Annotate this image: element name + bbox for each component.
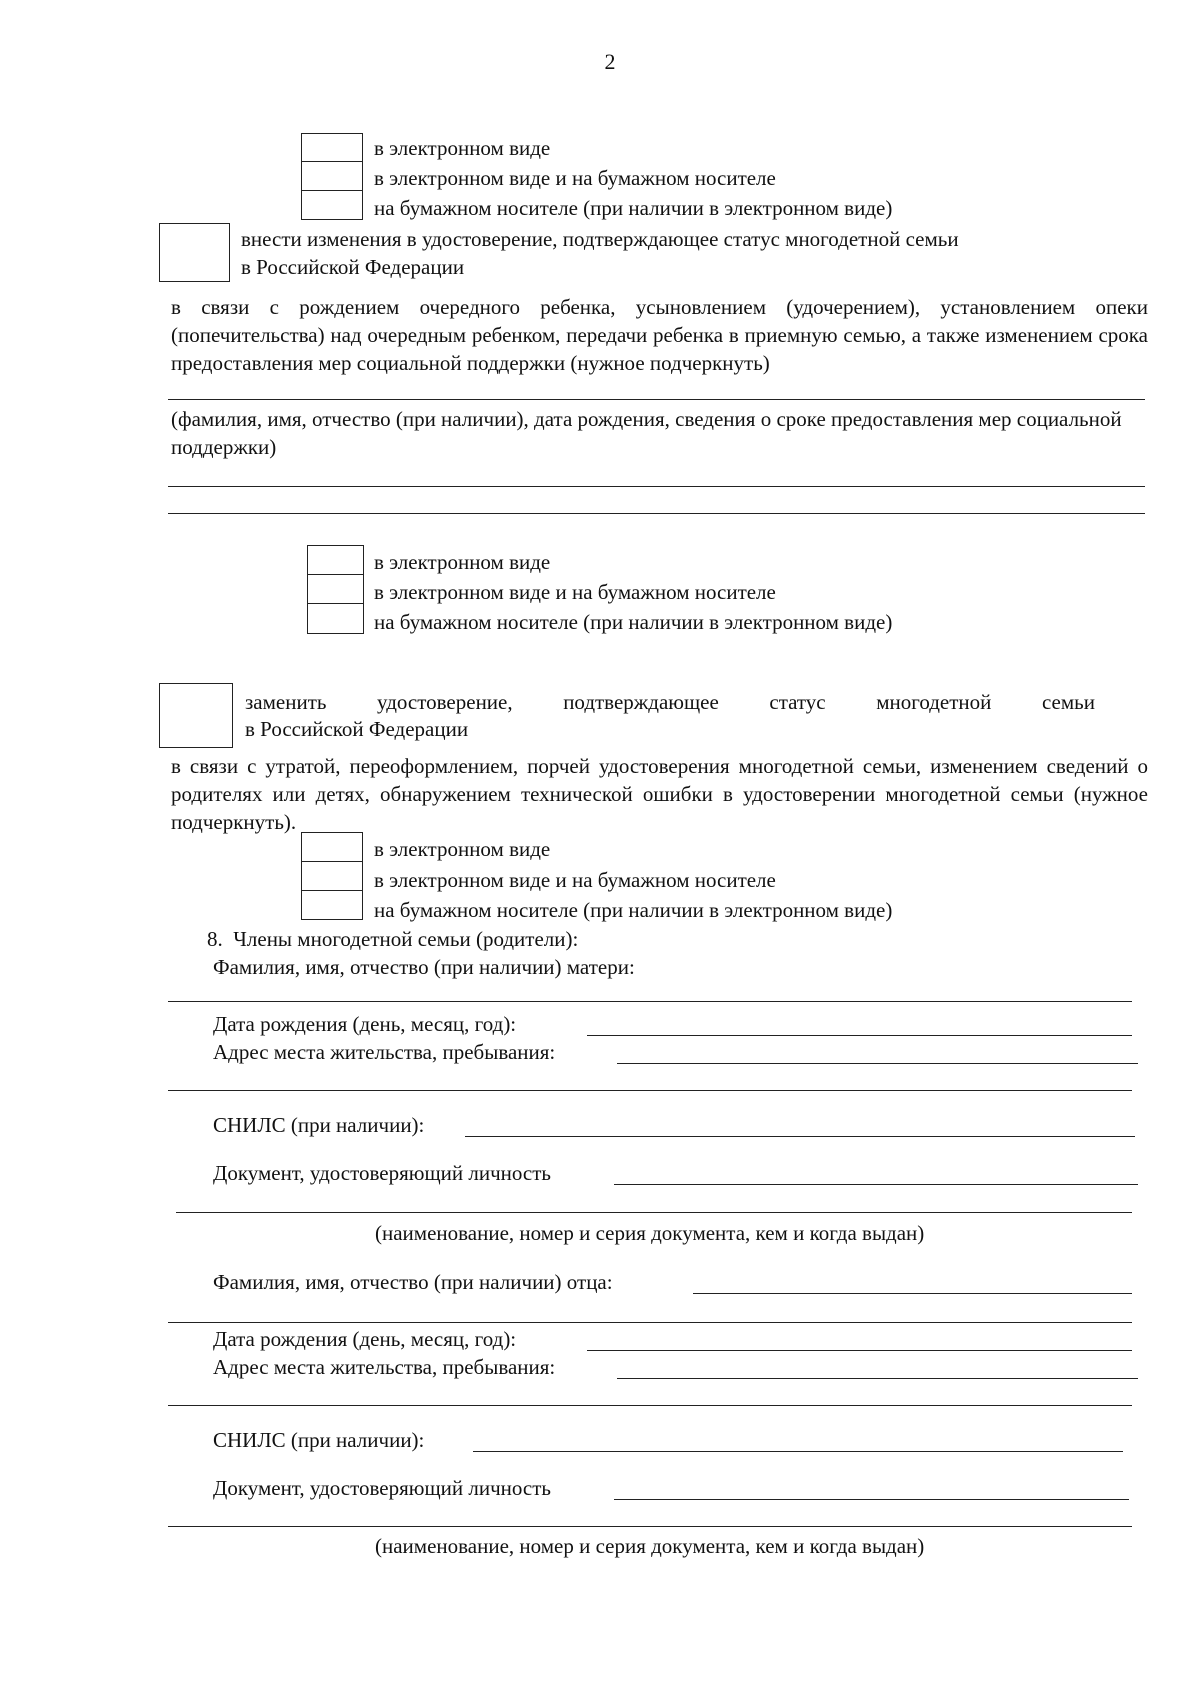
mother-snils-field[interactable] [465, 1136, 1135, 1137]
replace-reason-text: в связи с утратой, переоформлением, порчей удостоверения многодетной семьи, изменением сведений о родителях или детях, обнаружением технической ошибки в удостоверении многодетной семьи (нужное подчеркнуть). [171, 754, 1148, 834]
mother-address-label: Адрес места жительства, пребывания: [213, 1040, 556, 1064]
checkbox-paper[interactable] [307, 603, 364, 634]
mother-id-document-field[interactable] [614, 1184, 1138, 1185]
option-label-paper: на бумажном носителе (при наличии в электронном виде) [374, 610, 893, 634]
father-snils-field[interactable] [473, 1451, 1123, 1452]
replace-option-label-line2: в Российской Федерации [245, 717, 469, 741]
amend-reason-text: в связи с рождением очередного ребенка, усыновлением (удочерением), установлением опеки (попечительства) над очередным ребенком, передачи ребенка в приемную семью, а также изменением срока предоставления мер социальной поддержки (нужное подчеркнуть) [171, 295, 1148, 375]
father-name-label: Фамилия, имя, отчество (при наличии) отца: [213, 1270, 613, 1294]
section-number: 8. [207, 927, 223, 951]
replace-word: подтверждающее [563, 690, 719, 714]
mother-id-document-label: Документ, удостоверяющий личность [213, 1161, 551, 1185]
mother-id-document-field-line-2[interactable] [176, 1212, 1132, 1213]
option-label-paper: на бумажном носителе (при наличии в электронном виде) [374, 196, 893, 220]
replace-word: удостоверение, [377, 690, 513, 714]
amend-fill-line-2[interactable] [168, 486, 1145, 487]
father-id-document-field-line-2[interactable] [168, 1526, 1132, 1527]
checkbox-replace-certificate[interactable] [159, 683, 233, 748]
checkbox-electronic[interactable] [301, 832, 363, 862]
amend-option-label-line2: в Российской Федерации [241, 255, 465, 279]
amend-fill-line-1[interactable] [168, 399, 1145, 400]
father-address-label: Адрес места жительства, пребывания: [213, 1355, 556, 1379]
mother-id-document-caption: (наименование, номер и серия документа, кем и когда выдан) [375, 1221, 925, 1245]
mother-address-field-line-2[interactable] [168, 1090, 1132, 1091]
amend-option-label-line1: внести изменения в удостоверение, подтверждающее статус многодетной семьи [241, 227, 959, 251]
option-label-electronic: в электронном виде [374, 136, 551, 160]
checkbox-electronic-and-paper[interactable] [307, 574, 364, 604]
replace-word: статус [769, 690, 826, 714]
father-address-field[interactable] [617, 1378, 1138, 1379]
father-id-document-label: Документ, удостоверяющий личность [213, 1476, 551, 1500]
option-label-paper: на бумажном носителе (при наличии в электронном виде) [374, 898, 893, 922]
replace-option-label-line1 [245, 688, 1095, 716]
replace-word: семьи [1041, 690, 1095, 714]
replace-word: многодетной [876, 690, 992, 714]
mother-birth-date-field[interactable] [587, 1035, 1132, 1036]
father-name-field-line-2[interactable] [168, 1322, 1132, 1323]
section-8-heading [207, 925, 578, 953]
page-number: 2 [604, 49, 616, 74]
mother-name-field[interactable] [168, 1001, 1132, 1002]
father-address-field-line-2[interactable] [168, 1405, 1132, 1406]
section-title: Члены многодетной семьи (родители): [233, 927, 579, 951]
checkbox-paper[interactable] [301, 890, 363, 920]
father-snils-label: СНИЛС (при наличии): [213, 1428, 425, 1452]
mother-snils-label: СНИЛС (при наличии): [213, 1113, 425, 1137]
option-label-electronic: в электронном виде [374, 837, 551, 861]
option-label-electronic-and-paper: в электронном виде и на бумажном носителе [374, 868, 776, 892]
mother-birth-date-label: Дата рождения (день, месяц, год): [213, 1012, 517, 1036]
father-birth-date-label: Дата рождения (день, месяц, год): [213, 1327, 517, 1351]
checkbox-electronic[interactable] [301, 133, 363, 162]
checkbox-amend-certificate[interactable] [159, 223, 230, 282]
checkbox-electronic-and-paper[interactable] [301, 161, 363, 191]
checkbox-paper[interactable] [301, 190, 363, 220]
mother-name-label: Фамилия, имя, отчество (при наличии) матери: [213, 955, 635, 979]
father-id-document-caption: (наименование, номер и серия документа, кем и когда выдан) [375, 1534, 925, 1558]
amend-caption: (фамилия, имя, отчество (при наличии), дата рождения, сведения о сроке предоставления мер социальной поддержки) [171, 407, 1122, 459]
father-name-field[interactable] [693, 1293, 1132, 1294]
replace-word: заменить [245, 690, 327, 714]
option-label-electronic: в электронном виде [374, 550, 551, 574]
father-birth-date-field[interactable] [587, 1350, 1132, 1351]
mother-address-field[interactable] [617, 1063, 1138, 1064]
checkbox-electronic-and-paper[interactable] [301, 861, 363, 891]
father-id-document-field[interactable] [614, 1499, 1129, 1500]
option-label-electronic-and-paper: в электронном виде и на бумажном носителе [374, 580, 776, 604]
amend-fill-line-3[interactable] [168, 513, 1145, 514]
option-label-electronic-and-paper: в электронном виде и на бумажном носителе [374, 166, 776, 190]
checkbox-electronic[interactable] [307, 545, 364, 575]
